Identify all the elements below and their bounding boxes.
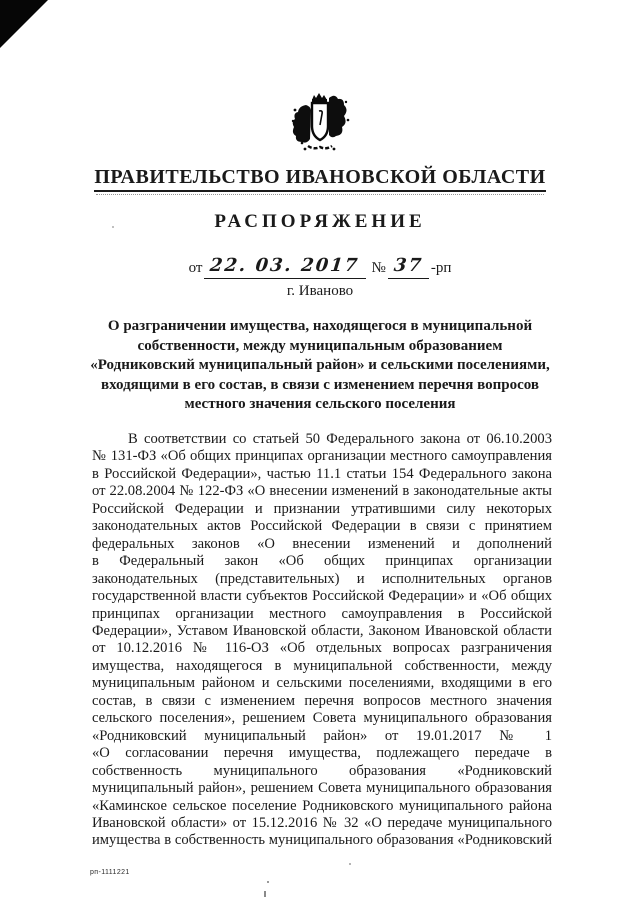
text-line: Федерации», Уставом Ивановской области, Законом Ивановской области xyxy=(92,622,552,639)
text-line: «Родниковский муниципальный район» и сельскими поселениями, xyxy=(90,357,550,374)
scan-speck xyxy=(264,891,266,897)
text-line: О разграничении имущества, находящегося в муниципальной xyxy=(107,318,533,334)
subject-heading xyxy=(55,317,585,415)
text-line: в Федеральный закон «Об общих принципах организации xyxy=(92,553,552,570)
text-line: законодательных актов Российской Федерации в связи с принятием xyxy=(92,518,552,535)
text-line: в Российской Федерации», частью 11.1 статьи 154 Федерального закона xyxy=(92,465,552,482)
scan-speck xyxy=(112,226,114,228)
date-prefix: от xyxy=(188,260,203,276)
text-line: местного значения сельского поселения xyxy=(184,396,456,413)
text-line: Российской Федерации и признании утратившими силу некоторых xyxy=(92,500,552,517)
number-sign: № xyxy=(371,260,386,276)
text-line: имущества, находящегося в муниципальной собственности, между xyxy=(92,657,552,674)
text-line: законодательных (представительных) и исполнительных органов xyxy=(92,570,552,587)
text-line: В соответствии со статьей 50 Федерального закона от 06.10.2003 xyxy=(128,431,552,447)
text-line: «Каминское сельское поселение Родниковского муниципального района xyxy=(92,797,552,814)
text-line: от 10.12.2016 № 116-ОЗ «Об отдельных вопросах разграничения xyxy=(92,640,552,657)
text-line: федеральных законов «О внесении изменений и дополнений xyxy=(92,535,552,552)
footer-code: рп-1111221 xyxy=(90,869,130,876)
body-paragraph xyxy=(92,431,552,850)
text-line: муниципальный район», решением Совета муниципального образования xyxy=(92,780,552,797)
date-number-line xyxy=(0,256,640,279)
date-value-handwritten: 22. 03. 2017 xyxy=(209,255,361,276)
text-line: муниципальным районом и сельскими поселениями, входящими в его xyxy=(92,675,552,692)
text-line: от 22.08.2004 № 122-ФЗ «О внесении изменений в законодательные акты xyxy=(92,483,552,500)
text-line: Ивановской области» от 15.12.2016 № 32 «О передаче муниципального xyxy=(92,814,552,831)
number-value-handwritten: 37 xyxy=(392,255,424,276)
text-line: принципах организации местного самоуправления в Российской xyxy=(92,605,552,622)
scan-speck xyxy=(349,863,351,865)
text-line: состав, в связи с изменением перечня вопросов местного значения xyxy=(92,692,552,709)
scan-speck xyxy=(267,881,269,883)
page-corner-fold-icon xyxy=(0,0,48,48)
text-line: собственность муниципального образования «Родниковский xyxy=(92,762,552,779)
city-line: г. Иваново xyxy=(286,283,354,299)
text-line: государственной власти субъектов Российской Федерации» и «Об общих xyxy=(92,588,552,605)
text-line: имущества в собственность муниципального образования «Родниковский xyxy=(92,832,552,849)
text-line: «О согласовании перечня имущества, подлежащего передаче в xyxy=(92,745,552,762)
text-line: «Родниковский муниципальный район» от 19.01.2017 № 1 xyxy=(92,727,552,744)
org-title xyxy=(0,166,640,192)
text-line: № 131-ФЗ «Об общих принципах организации местного самоуправления xyxy=(92,448,552,465)
text-line: входящими в его состав, в связи с изменением перечня вопросов xyxy=(100,376,540,393)
org-title-text: ПРАВИТЕЛЬСТВО ИВАНОВСКОЙ ОБЛАСТИ xyxy=(94,166,545,192)
number-suffix: -рп xyxy=(430,260,452,276)
text-line: сельского поселения», решением Совета муниципального образования xyxy=(92,710,552,727)
coat-of-arms-icon xyxy=(288,90,352,156)
doc-type-title: РАСПОРЯЖЕНИЕ xyxy=(214,211,426,232)
text-line: собственности, между муниципальным образованием xyxy=(137,337,503,354)
